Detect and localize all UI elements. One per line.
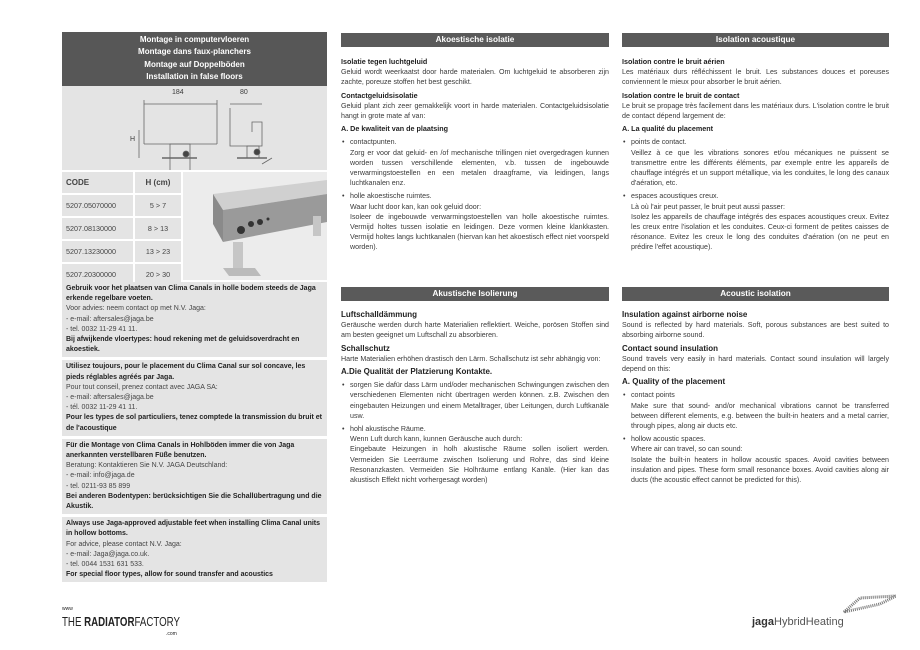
depth-dimension: 80 — [240, 89, 248, 96]
list-item: • contact points Make sure that sound- and/or mechanical vibrations cannot be transferred between different elements, e.g. between the built-in heaters and a metal carrier, through pipes, along air ducts etc. — [622, 390, 889, 431]
section-title: Isolation acoustique — [622, 33, 889, 47]
leaf-icon — [840, 592, 900, 614]
info-box-de: Für die Montage von Clima Canals in Hohlböden immer die von Jaga anerkannten verstellbaren Füße benutzen. Beratung: Kontaktieren Sie N.V. JAGA Deutschland: - e-mail: info@jaga.de - tel. 0211-93 85 899 Bei anderen Bodentypen: berücksichtigen Sie die Schallübertragung und die Akustik. — [62, 439, 327, 514]
table-header-row: CODE H (cm) — [62, 172, 181, 193]
list-item: • sorgen Sie dafür dass Lärm und/oder mechanischen Schwingungen zwischen den verschiedenen Elementen nicht übertragen werden können. z.B. Zwischen den eingebauten Heizungen und einem Metalltrager, über Leitungen, durch Luftkanäle usw. — [341, 380, 609, 421]
drawing-lines — [62, 86, 327, 170]
info-box-fr: Utilisez toujours, pour le placement du Clima Canal sur sol concave, les pieds réglables agréés par Jaga. Pour tout conseil, prenez contact avec JAGA SA: - e-mail: aftersales@jaga.be - tél. 0032 11-29 41 11. Pour les types de sol particuliers, tenez comptede la transmission du bruit et de l'acoustique — [62, 360, 327, 435]
table-row: 5207.20300000 20 > 30 — [62, 264, 181, 285]
height-dimension: H — [130, 136, 136, 143]
section-title: Akoestische isolatie — [341, 33, 609, 47]
jaga-hybrid-heating-logo — [752, 592, 892, 632]
section-title: Akustische Isolierung — [341, 287, 609, 301]
code-table — [62, 170, 181, 287]
section-fr: Isolation acoustique Isolation contre le bruit aérien Les matériaux durs réfléchissent le bruit. Les substances douces et poreuses conviennent le mieux pour absorber le bruit aérien. Isolation contre le bruit de contact Le bruit se propage très facilement dans les matériaux durs. L'isolation contre le bruit de contact dépend largement de: A. La qualité du placement • points de contact. Veillez à ce que les vibrations sonores et/ou mécaniques ne puissent se transmettre entre les différents éléments, par exemple entre les appareils de chauffage intégrés et un support métallique, via les conduites, le long des canaux d'aération, etc. • espaces acoustiques creux. Là où l'air peut passer, le bruit peut aussi passer: Isolez les appareils de chauffage intégrés des espaces acoustiques creux. Evitez les creux entre l'isolation et les conduites. Ceux-ci forment de petites caisses de résonance. Evitez les creux le long des conduites d'aération (on ne peut en prédire l'effet acoustique). — [622, 33, 889, 287]
radiator-factory-logo-mark — [62, 604, 192, 638]
product-photo — [183, 172, 327, 280]
section-nl: Akoestische isolatie Isolatie tegen luchtgeluid Geluid wordt weerkaatst door harde materialen. Om luchtgeluid te absorberen zijn zachte, poreuze stoffen het best geschikt. Contactgeluidsisolatie Geluid plant zich zeer gemakkelijk voort in harde materialen. Contactgeluidsisolatie hangt in grote mate af van: A. De kwaliteit van de plaatsing • contactpunten. Zorg er voor dat geluid- en /of mechanische trillingen niet overgedragen kunnen worden tussen verschillende elementen, v.b. tussen de ingebouwde verwarmingstoestellen en een metalen draagframe, via leidingen, langs luchtkanalen enz. • holle akoestische ruimtes. Waar lucht door kan, kan ook geluid door: Isoleer de ingebouwde verwarmingstoestellen van holle akoestische ruimtes. Vermijd holtes tussen isolatie en leidingen. Deze vormen kleine klankkasten. Vermijd holtes langs luchtkanalen (hiervan kan het akoestisch effect niet voorspeld worden). — [341, 33, 609, 287]
table-row: 5207.05070000 5 > 7 — [62, 195, 181, 216]
info-boxes — [62, 282, 327, 585]
table-row: 5207.08130000 8 > 13 — [62, 218, 181, 239]
list-item: • hollow acoustic spaces. Where air can travel, so can sound: Isolate the built-in heaters in hollow acoustic spaces. Avoid cavities between insulation and pipes. These form small resonance boxes. Avoid cavities along air ducts (the acoustic effect cannot be predicted for this). — [622, 434, 889, 485]
right-column — [622, 33, 889, 485]
section-en: Acoustic isolation Insulation against airborne noise Sound is reflected by hard materials. Soft, porous substances are best suited to absorbing airborne sound. Contact sound insulation Sound travels very easily in hard materials. Contact sound insulation will largely depend on this: A. Quality of the placement • contact points Make sure that sound- and/or mechanical vibrations cannot be transferred between different elements, e.g. between the built-in heaters and a metal carrier, through pipes, along air ducts etc. • hollow acoustic spaces. Where air can travel, so can sound: Isolate the built-in heaters in hollow acoustic spaces. Avoid cavities between insulation and pipes. These form small resonance boxes. Avoid cavities along air ducts (the acoustic effect cannot be predicted for this). — [622, 287, 889, 485]
list-item: • hohl akustische Räume. Wenn Luft durch kann, kunnen Geräusche auch durch: Eingebaute Heizungen in holh akustische Räume sollen isoliert werden. Vermeiden Sie Leerräume zwischen Isolierung und Rohre, das sind kleine Resonanzkasten. Vermeiden Sie Holhräume entlang Kanäle. (Hier kan das akustisch Effekt nicht vorhergesagt worden) — [341, 424, 609, 485]
jaga-wordmark: jagaHybridHeating — [752, 616, 844, 628]
middle-column — [341, 33, 609, 485]
list-item: • espaces acoustiques creux. Là où l'air peut passer, le bruit peut aussi passer: Isolez les appareils de chauffage intégrés des espaces acoustiques creux. Evitez les creux entre l'isolation et les conduites. Ceux-ci forment de petites caisses de résonance. Evitez les creux le long des conduites d'aération (on ne peut en prédire l'effet acoustique). — [622, 191, 889, 252]
radiator-factory-logo — [62, 604, 192, 638]
technical-drawing — [62, 86, 327, 170]
svg-text:THE RADIATORFACTORY: THE RADIATORFACTORY — [62, 614, 192, 629]
installation-header: Montage in computervloeren Montage dans faux-planchers Montage auf Doppelböden Installation in false floors — [62, 32, 327, 86]
section-de: Akustische Isolierung Luftschalldämmung Geräusche werden durch harte Materialien reflektiert. Weiche, porösen Stoffen sind am besten geeignet um Luftschall zu absorbieren. Schallschutz Harte Materialien erhöhen drastisch den Lärm. Schallschutz ist sehr abhängig von: A.Die Qualität der Platzierung Kontakte. • sorgen Sie dafür dass Lärm und/oder mechanischen Schwingungen zwischen den verschiedenen Elementen nicht übertragen werden können. z.B. Zwischen den eingebauten Heizungen und einem Metalltrager, über Leitungen, durch Luftkanäle usw. • hohl akustische Räume. Wenn Luft durch kann, kunnen Geräusche auch durch: Eingebaute Heizungen in holh akustische Räume sollen isoliert werden. Vermeiden Sie Leerräume zwischen Isolierung und Rohre, das sind kleine Resonanzkasten. Vermeiden Sie Holhräume entlang Kanäle. (Hier kan das akustisch Effekt nicht vorhergesagt worden) — [341, 287, 609, 485]
section-title: Acoustic isolation — [622, 287, 889, 301]
width-dimension: 184 — [172, 89, 184, 96]
table-row: 5207.13230000 13 > 23 — [62, 241, 181, 262]
info-box-en: Always use Jaga-approved adjustable feet when installing Clima Canal units in hollow bottoms. For advice, please contact N.V. Jaga: - e-mail: Jaga@jaga.co.uk. - tel. 0044 1531 631 533. For special floor types, allow for sound transfer and acoustics — [62, 517, 327, 582]
svg-text:www: www — [62, 606, 73, 612]
info-box-nl: Gebruik voor het plaatsen van Clima Canals in holle bodem steeds de Jaga erkende regelbare voeten. Voor advies: neem contact op met N.V. Jaga: - e-mail: aftersales@jaga.be - tel. 0032 11-29 41 11. Bij afwijkende vloertypes: houd rekening met de geluidsoverdracht en akoestiek. — [62, 282, 327, 357]
svg-text:.com: .com — [166, 631, 177, 637]
list-item: • contactpunten. Zorg er voor dat geluid- en /of mechanische trillingen niet overgedragen kunnen worden tussen verschillende elementen, v.b. tussen de ingebouwde verwarmingstoestellen en een metalen draagframe, via leidingen, langs luchtkanalen enz. — [341, 137, 609, 188]
list-item: • points de contact. Veillez à ce que les vibrations sonores et/ou mécaniques ne puissent se transmettre entre les différents éléments, par exemple entre les appareils de chauffage intégrés et un support métallique, via les conduites, le long des canaux d'aération, etc. — [622, 137, 889, 188]
list-item: • holle akoestische ruimtes. Waar lucht door kan, kan ook geluid door: Isoleer de ingebouwde verwarmingstoestellen van holle akoestische ruimtes. Vermijd holtes tussen isolatie en leidingen. Deze vormen kleine klankkasten. Vermijd holtes langs luchtkanalen (hiervan kan het akoestisch effect niet voorspeld worden). — [341, 191, 609, 252]
